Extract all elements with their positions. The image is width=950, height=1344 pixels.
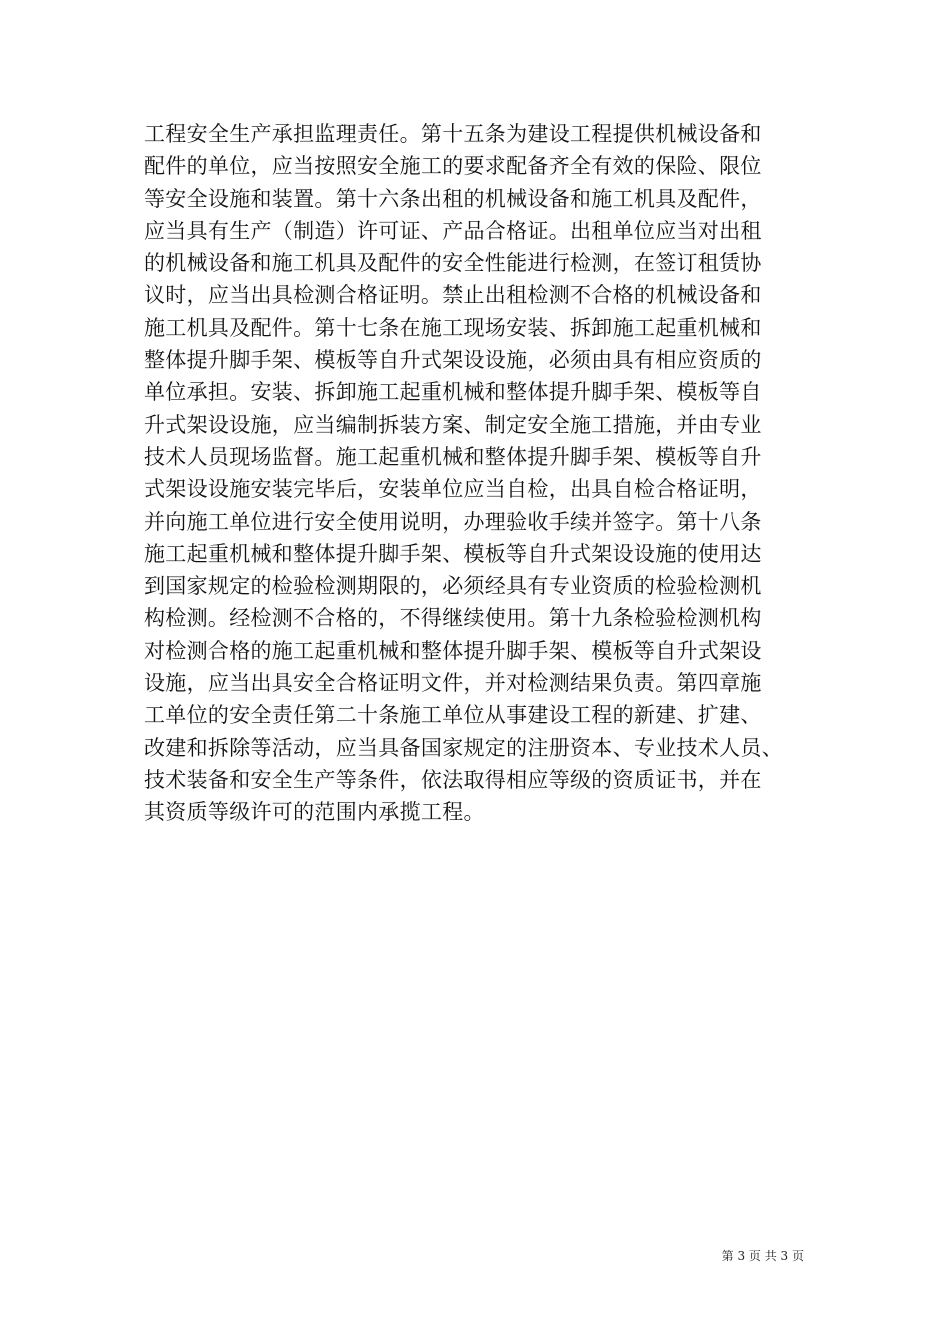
text-line: 技术人员现场监督。施工起重机械和整体提升脚手架、模板等自升 (144, 444, 762, 469)
text-line: 施工起重机械和整体提升脚手架、模板等自升式架设设施的使用达 (144, 541, 762, 566)
text-line: 等安全设施和装置。第十六条出租的机械设备和施工机具及配件， (144, 186, 762, 211)
text-line: 技术装备和安全生产等条件，依法取得相应等级的资质证书，并在 (144, 767, 762, 792)
text-line: 单位承担。安装、拆卸施工起重机械和整体提升脚手架、模板等自 (144, 380, 762, 405)
text-line: 设施，应当出具安全合格证明文件，并对检测结果负责。第四章施 (144, 671, 762, 696)
text-line: 应当具有生产（制造）许可证、产品合格证。出租单位应当对出租 (144, 218, 762, 243)
page-number: 第 3 页 共 3 页 (721, 1249, 804, 1263)
text-line: 配件的单位，应当按照安全施工的要求配备齐全有效的保险、限位 (144, 154, 762, 179)
text-line: 工程安全生产承担监理责任。第十五条为建设工程提供机械设备和 (144, 122, 762, 146)
text-line: 工单位的安全责任第二十条施工单位从事建设工程的新建、扩建、 (144, 703, 762, 728)
text-line: 式架设设施安装完毕后，安装单位应当自检，出具自检合格证明， (144, 477, 762, 502)
text-line: 施工机具及配件。第十七条在施工现场安装、拆卸施工起重机械和 (144, 315, 762, 340)
text-line: 改建和拆除等活动，应当具备国家规定的注册资本、专业技术人员、 (144, 735, 783, 760)
text-line: 的机械设备和施工机具及配件的安全性能进行检测，在签订租赁协 (144, 251, 762, 276)
text-line: 升式架设设施，应当编制拆装方案、制定安全施工措施，并由专业 (144, 412, 762, 437)
text-line: 对检测合格的施工起重机械和整体提升脚手架、模板等自升式架设 (144, 638, 762, 663)
text-line: 整体提升脚手架、模板等自升式架设设施，必须由具有相应资质的 (144, 348, 762, 373)
text-line: 其资质等级许可的范围内承揽工程。 (144, 800, 485, 825)
body-text (144, 118, 834, 829)
text-line: 并向施工单位进行安全使用说明，办理验收手续并签字。第十八条 (144, 509, 762, 534)
text-line: 议时，应当出具检测合格证明。禁止出租检测不合格的机械设备和 (144, 283, 762, 308)
text-line: 到国家规定的检验检测期限的，必须经具有专业资质的检验检测机 (144, 574, 762, 599)
text-line: 构检测。经检测不合格的，不得继续使用。第十九条检验检测机构 (144, 606, 762, 631)
